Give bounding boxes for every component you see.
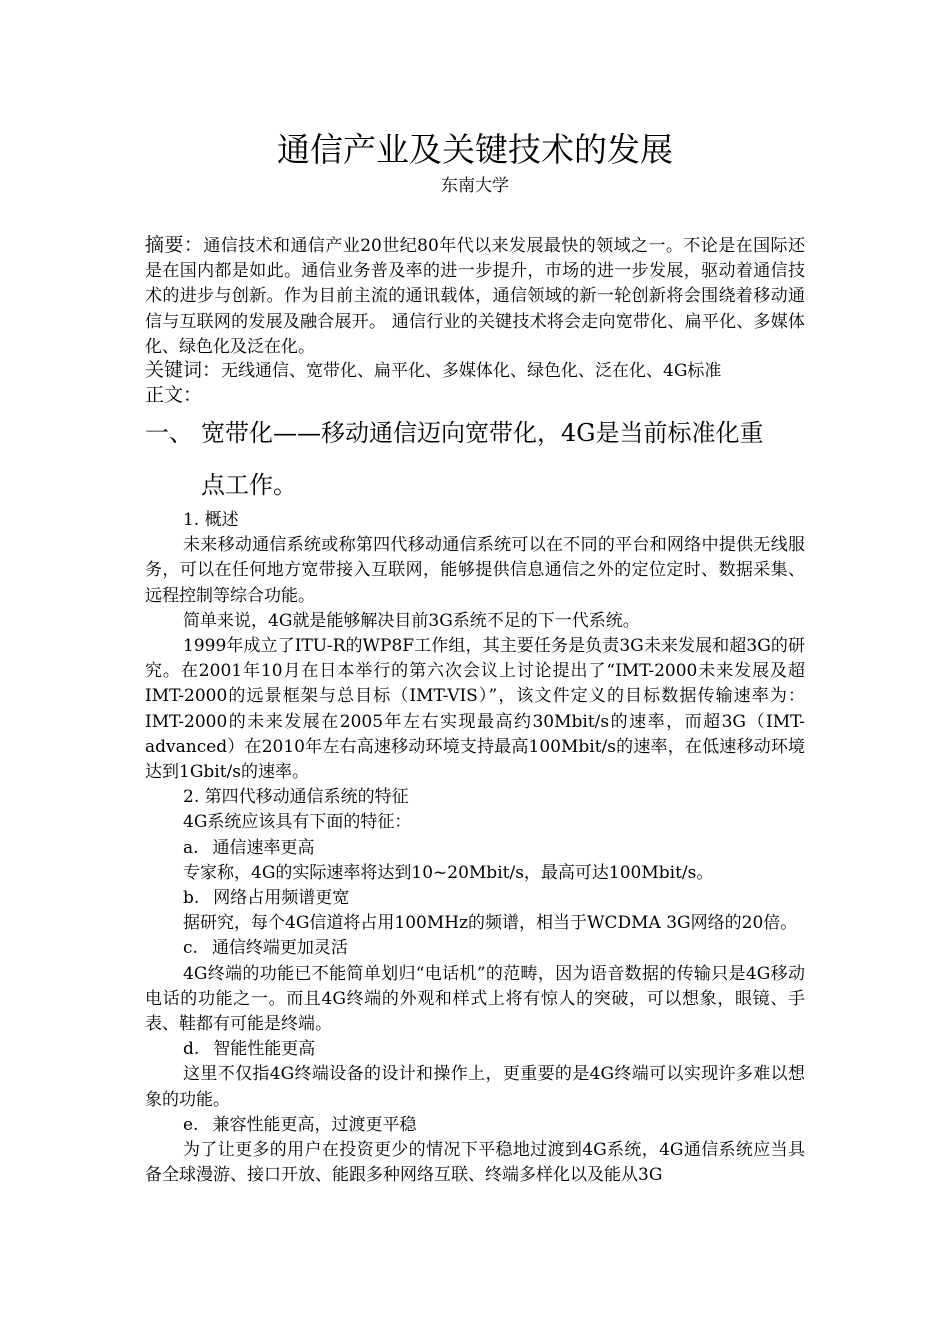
abstract-label: 摘要： — [145, 234, 204, 256]
body-label: 正文： — [145, 384, 203, 406]
keywords-line — [145, 358, 805, 384]
item-marker: a. — [183, 837, 199, 858]
section-heading — [145, 415, 805, 499]
item-marker: b. — [183, 888, 200, 909]
keywords-label: 关键词： — [145, 359, 222, 381]
document-title: 通信产业及关键技术的发展 — [277, 130, 673, 169]
item-marker: e. — [183, 1114, 199, 1135]
section-number: 一、 — [145, 419, 193, 447]
section-body — [145, 508, 805, 1188]
keywords-text: 无线通信、宽带化、扁平化、多媒体化、绿色化、泛在化、4G标准 — [221, 361, 722, 381]
item-text: 兼容性能更高，过渡更平稳 — [212, 1114, 417, 1135]
body-paragraph: 未来移动通信系统或称第四代移动通信系统可以在不同的平台和网络中提供无线服务，可以在任何地方宽带接入互联网，能够提供信息通信之外的定位定时、数据采集、远程控制等综合功能。 — [145, 535, 805, 606]
feature-item — [145, 836, 805, 861]
abstract-paragraph — [145, 233, 805, 360]
body-paragraph: 简单来说，4G就是能够解决目前3G系统不足的下一代系统。 — [183, 610, 640, 631]
body-paragraph: 据研究，每个4G信道将占用100MHz的频谱，相当于WCDMA 3G网络的20倍。 — [183, 913, 798, 934]
abstract-text: 通信技术和通信产业20世纪80年代以来发展最快的领域之一。不论是在国际还是在国内都是如此。通信业务普及率的进一步提升，市场的进一步发展，驱动着通信技术的进步与创新。作为目前主流的通讯载体，通信领域的新一轮创新将会围绕着移动通信与互联网的发展及融合展开。 通信行业的关键技术将会走向宽带化、扁平化、多媒体化、绿色化及泛在化。 — [145, 236, 805, 357]
feature-item — [145, 1113, 805, 1138]
feature-item — [145, 936, 805, 961]
item-marker: c. — [183, 938, 198, 959]
feature-item — [145, 1037, 805, 1062]
subsection-heading: 2. 第四代移动通信系统的特征 — [183, 787, 409, 808]
subsection-heading: 1. 概述 — [183, 510, 239, 530]
body-paragraph: 4G终端的功能已不能简单划归“电话机”的范畴，因为语音数据的传输只是4G移动电话的功能之一。而且4G终端的外观和样式上将有惊人的突破，可以想象，眼镜、手表、鞋都有可能是终端。 — [145, 963, 805, 1035]
feature-item — [145, 886, 805, 911]
body-paragraph: 1999年成立了ITU-R的WP8F工作组，其主要任务是负责3G未来发展和超3G的研究。在2001年10月在日本举行的第六次会议上讨论提出了“IMT-2000未来发展及超IMT-2000的远景框架与总目标（IMT-VIS）”，该文件定义的目标数据传输速率为：IMT-2000的未来发展在2005年左右实现最高约30Mbit/s的速率，而超3G（IMT-advanced）在2010年左右高速移动环境支持最高100Mbit/s的速率，在低速移动环境达到1Gbit/s的速率。 — [145, 636, 805, 783]
body-paragraph: 4G系统应该具有下面的特征： — [183, 812, 412, 833]
item-text: 智能性能更高 — [213, 1039, 316, 1060]
body-paragraph: 为了让更多的用户在投资更少的情况下平稳地过渡到4G系统，4G通信系统应当具备全球漫游、接口开放、能跟多种网络互联、终端多样化以及能从3G — [145, 1140, 805, 1186]
item-text: 网络占用频谱更宽 — [213, 888, 350, 909]
section-heading-line2: 点工作。 — [201, 471, 297, 499]
author-affiliation: 东南大学 — [441, 176, 509, 196]
item-marker: d. — [183, 1039, 200, 1060]
body-label-line — [145, 383, 805, 409]
item-text: 通信速率更高 — [212, 837, 315, 858]
item-text: 通信终端更加灵活 — [211, 938, 348, 959]
section-heading-line1: 宽带化——移动通信迈向宽带化，4G是当前标准化重 — [201, 419, 764, 447]
body-paragraph: 专家称，4G的实际速率将达到10~20Mbit/s，最高可达100Mbit/s。 — [183, 862, 714, 883]
body-paragraph: 这里不仅指4G终端设备的设计和操作上，更重要的是4G终端可以实现许多难以想象的功能。 — [145, 1064, 805, 1110]
